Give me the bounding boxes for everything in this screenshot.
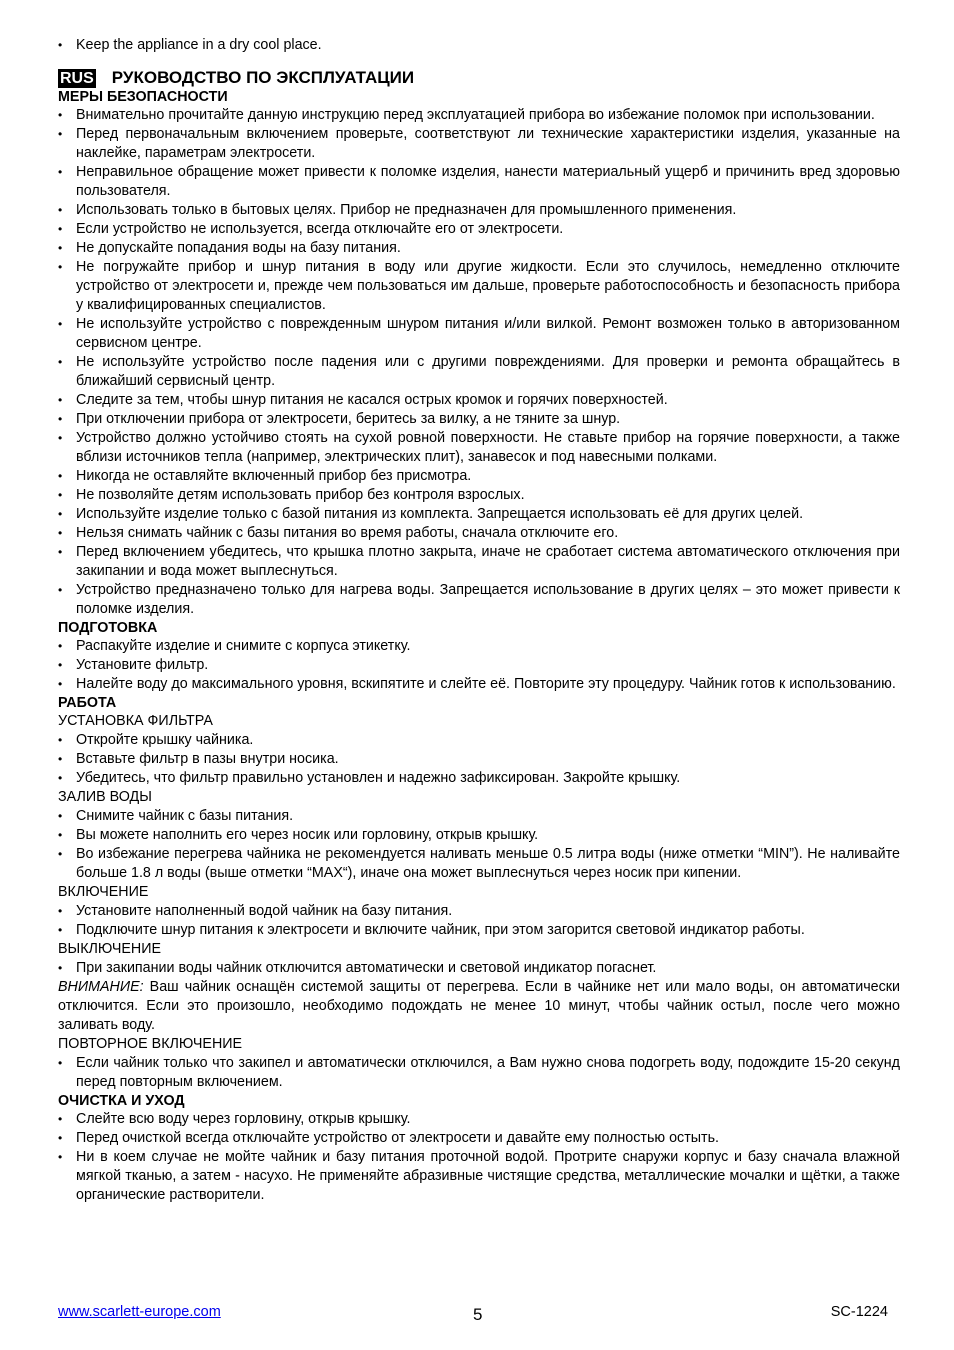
list-item: • Перед очисткой всегда отключайте устройство от электросети и давайте ему полностью остыть. — [58, 1129, 900, 1148]
list-item: • Снимите чайник с базы питания. — [58, 807, 900, 826]
model-number: SC-1224 — [830, 1304, 888, 1320]
list-item: • Установите наполненный водой чайник на базу питания. — [58, 902, 900, 921]
website-link[interactable]: www.scarlett-europe.com — [58, 1304, 221, 1320]
list-item: • Следите за тем, чтобы шнур питания не касался острых кромок и горячих поверхностей. — [58, 391, 900, 410]
list-item: • Если устройство не используется, всегда отключайте его от электросети. — [58, 220, 900, 239]
list-item: • Перед включением убедитесь, что крышка плотно закрыта, иначе не сработает система автоматического отключения при закипании и вода может выплеснуться. — [58, 543, 900, 581]
attention-text: Ваш чайник оснащён системой защиты от перегрева. Если в чайнике нет или мало воды, он автоматически отключится. Если это произошло, необходимо подождать не менее 10 минут, чтобы чайник остыл, после чего можно заливать воду. — [58, 979, 900, 1033]
list-item: • Не используйте устройство с поврежденным шнуром питания и/или вилкой. Ремонт возможен только в авторизованном сервисном центре. — [58, 315, 900, 353]
list-item: • Если чайник только что закипел и автоматически отключился, а Вам нужно снова подогреть воду, подождите 15-20 секунд перед повторным включением. — [58, 1054, 900, 1092]
manual-title-row — [58, 68, 900, 88]
filling-list — [58, 807, 900, 883]
list-item: • Не допускайте попадания воды на базу питания. — [58, 239, 900, 258]
list-item: • Неправильное обращение может привести к поломке изделия, нанести материальный ущерб и причинить вред здоровью пользователя. — [58, 163, 900, 201]
list-item: • Keep the appliance in a dry cool place. — [58, 36, 900, 55]
top-list — [58, 36, 900, 55]
subheading-switch-off: ВЫКЛЮЧЕНИЕ — [58, 941, 162, 957]
list-item: • Не используйте устройство после падения или с другими повреждениями. Для проверки и ремонта обращайтесь в ближайший сервисный центр. — [58, 353, 900, 391]
list-item: • Откройте крышку чайника. — [58, 731, 900, 750]
attention-note — [58, 978, 900, 1035]
list-item: • Вставьте фильтр в пазы внутри носика. — [58, 750, 900, 769]
subheading-repeat: ПОВТОРНОЕ ВКЛЮЧЕНИЕ — [58, 1036, 243, 1052]
list-item: • Налейте воду до максимального уровня, вскипятите и слейте её. Повторите эту процедуру. Чайник готов к использованию. — [58, 675, 900, 694]
list-item: • Используйте изделие только с базой питания из комплекта. Запрещается использовать её для других целей. — [58, 505, 900, 524]
list-item: • Устройство должно устойчиво стоять на сухой ровной поверхности. Не ставьте прибор на горячие поверхности, а также вблизи источников тепла (например, электрических плит), занавесок и под навесными полками. — [58, 429, 900, 467]
list-item: • Распакуйте изделие и снимите с корпуса этикетку. — [58, 637, 900, 656]
list-item: • Не позволяйте детям использовать прибор без контроля взрослых. — [58, 486, 900, 505]
filter-list — [58, 731, 900, 788]
page-footer — [58, 1304, 888, 1326]
list-item: • Внимательно прочитайте данную инструкцию перед эксплуатацией прибора во избежание поломок при использовании. — [58, 106, 900, 125]
subheading-switch-on: ВКЛЮЧЕНИЕ — [58, 884, 149, 900]
manual-title: РУКОВОДСТВО ПО ЭКСПЛУАТАЦИИ — [111, 68, 415, 87]
list-item: • Во избежание перегрева чайника не рекомендуется наливать меньше 0.5 литра воды (ниже отметки “MIN”). Не наливайте больше 1.8 л воды (выше отметки “MAX“), иначе она может выплеснуться через носик при кипении. — [58, 845, 900, 883]
list-item: • Нельзя снимать чайник с базы питания во время работы, сначала отключите его. — [58, 524, 900, 543]
cleaning-list — [58, 1110, 900, 1205]
list-item: • При отключении прибора от электросети, беритесь за вилку, а не тяните за шнур. — [58, 410, 900, 429]
section-heading-preparation: ПОДГОТОВКА — [58, 620, 158, 636]
section-heading-cleaning: ОЧИСТКА И УХОД — [58, 1093, 185, 1109]
switch-on-list — [58, 902, 900, 940]
page-number: 5 — [473, 1305, 483, 1324]
section-heading-safety: МЕРЫ БЕЗОПАСНОСТИ — [58, 89, 228, 105]
list-item: • Вы можете наполнить его через носик или горловину, открыв крышку. — [58, 826, 900, 845]
list-item: • При закипании воды чайник отключится автоматически и световой индикатор погаснет. — [58, 959, 900, 978]
section-heading-operation: РАБОТА — [58, 695, 117, 711]
preparation-list — [58, 637, 900, 694]
list-item: • Использовать только в бытовых целях. Прибор не предназначен для промышленного применения. — [58, 201, 900, 220]
list-item: • Подключите шнур питания к электросети и включите чайник, при этом загорится световой индикатор работы. — [58, 921, 900, 940]
list-item: • Ни в коем случае не мойте чайник и базу питания проточной водой. Протрите снаружи корпус и базу сначала влажной мягкой тканью, а затем - насухо. Не применяйте абразивные чистящие средства, металлические мочалки и щётки, а также органические растворители. — [58, 1148, 900, 1205]
list-item: • Не погружайте прибор и шнур питания в воду или другие жидкости. Если это случилось, немедленно отключите устройство от электросети и, прежде чем пользоваться им дальше, проверьте работоспособность и безопасность прибора у квалифицированных специалистов. — [58, 258, 900, 315]
repeat-list — [58, 1054, 900, 1092]
list-item: • Слейте всю воду через горловину, открыв крышку. — [58, 1110, 900, 1129]
language-badge: RUS — [60, 69, 94, 87]
subheading-filling: ЗАЛИВ ВОДЫ — [58, 789, 152, 805]
list-item: • Установите фильтр. — [58, 656, 900, 675]
document-page — [58, 36, 900, 1205]
list-item: • Убедитесь, что фильтр правильно установлен и надежно зафиксирован. Закройте крышку. — [58, 769, 900, 788]
attention-label: ВНИМАНИЕ: — [58, 979, 144, 995]
list-item: • Устройство предназначено только для нагрева воды. Запрещается использование в других целях – это может привести к поломке изделия. — [58, 581, 900, 619]
list-item: • Перед первоначальным включением проверьте, соответствуют ли технические характеристики изделия, указанные на наклейке, параметрам электросети. — [58, 125, 900, 163]
safety-list — [58, 106, 900, 619]
list-item: • Никогда не оставляйте включенный прибор без присмотра. — [58, 467, 900, 486]
switch-off-list — [58, 959, 900, 978]
subheading-filter: УСТАНОВКА ФИЛЬТРА — [58, 713, 213, 729]
